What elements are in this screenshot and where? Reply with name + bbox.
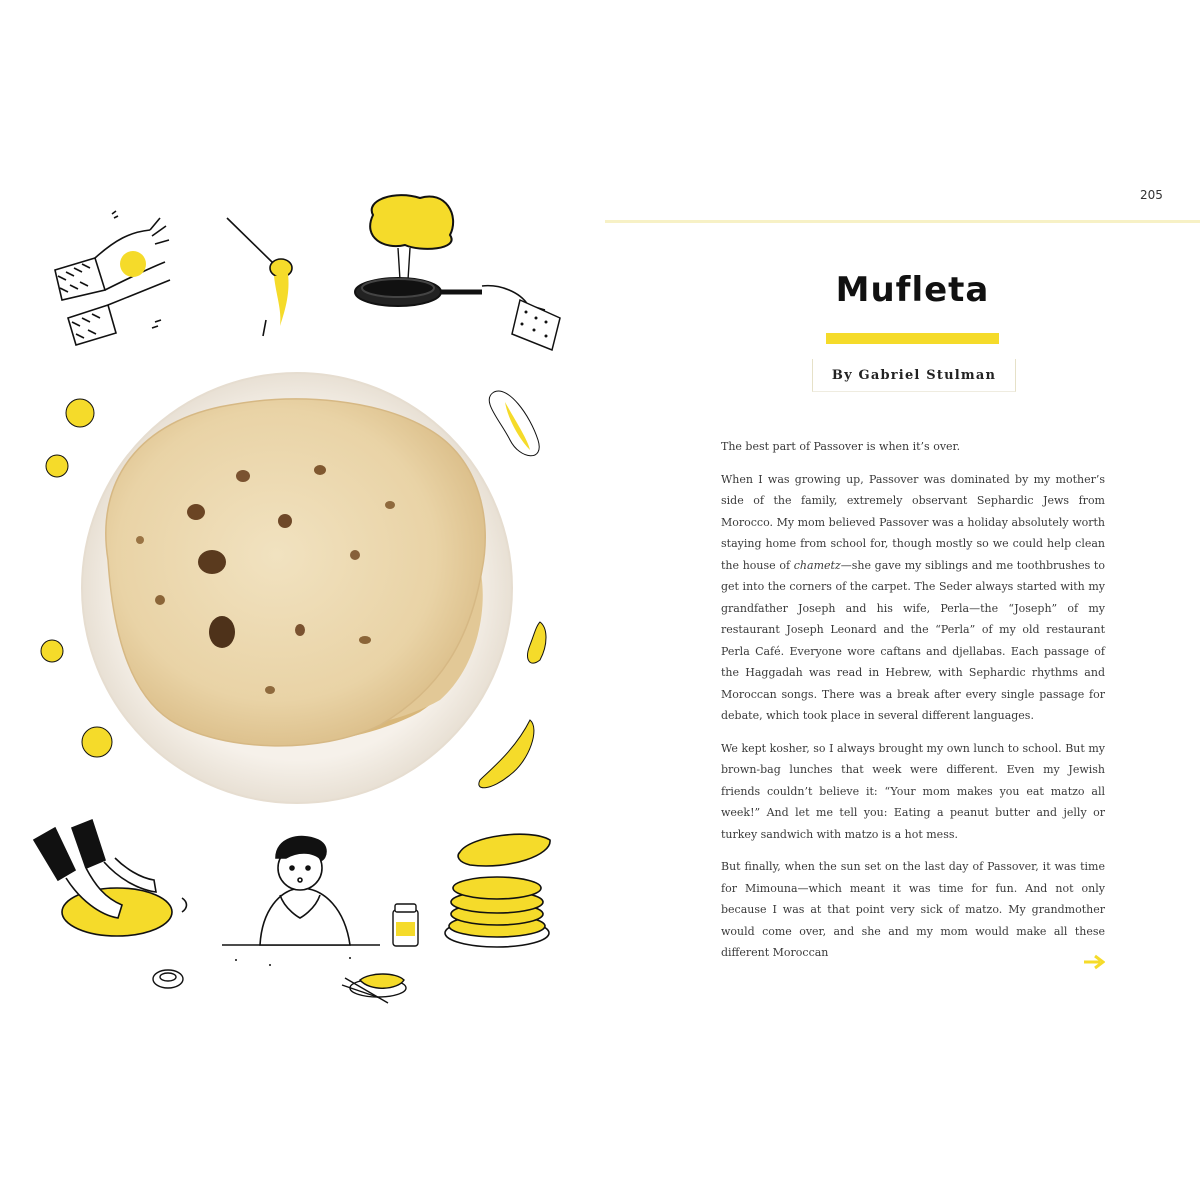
frying-pan-icon	[355, 195, 560, 350]
article-paragraph-2	[721, 469, 1105, 727]
article-paragraph-3: We kept kosher, so I always brought my own lunch to school. But my brown-bag lunches that week were different. Even my Jewish friends couldn’t believe it: “Your mom makes you eat matzo all week!” And let me tell you: Eating a peanut butter and jelly or turkey sandwich with matzo is a hot mess.	[721, 741, 1105, 841]
article-paragraph-1: The best part of Passover is when it’s over.	[721, 440, 961, 453]
paragraph-text: —she gave my siblings and me toothbrushes to get into the corners of the carpet. The Seder always started with my grandfather Joseph and his wife, Perla—the “Joseph” of my restaurant Joseph Leonard and the “Perla” of my old restaurant Perla Café. Everyone wore caftans and djellabas. Each passage of the Haggadah was read in Hebrew, with Sephardic rhythms and Moroccan songs. There was a break after every single passage for debate, which took place in several different languages.	[721, 558, 1105, 722]
butter-knife-icon	[342, 974, 406, 1003]
author-byline: By Gabriel Stulman	[812, 359, 1016, 392]
title-underline	[826, 333, 999, 344]
pancake-stack-icon	[445, 834, 550, 947]
small-dish-icon	[153, 970, 183, 988]
article-paragraph-4: But finally, when the sun set on the last day of Passover, it was time for Mimouna—which meant it was time for fun. And not only because I was at that point very sick of matzo. My grandmother would come over, and she and my mom would make all these different Moroccan	[721, 860, 1105, 959]
paragraph-text: When I was growing up, Passover was dominated by my mother’s side of the family, extremely observant Sephardic Jews from Morocco. My mom believed Passover was a holiday absolutely worth staying home from school for, though mostly so we could help clean the house of	[721, 472, 1105, 572]
honey-dipper-icon	[227, 218, 292, 336]
hands-kneading-icon	[55, 211, 170, 345]
article-body	[721, 436, 1105, 975]
header-rule	[605, 220, 1200, 223]
recipe-title: Mufleta	[835, 270, 990, 310]
hands-flattening-icon	[34, 820, 187, 936]
italic-term: chametz	[793, 558, 841, 572]
page-number: 205	[1140, 188, 1163, 202]
boy-at-table-icon	[222, 837, 380, 966]
arrow-right-icon	[1083, 952, 1105, 972]
flatbread-stack-icon	[106, 399, 485, 746]
honey-jar-icon	[393, 904, 418, 946]
